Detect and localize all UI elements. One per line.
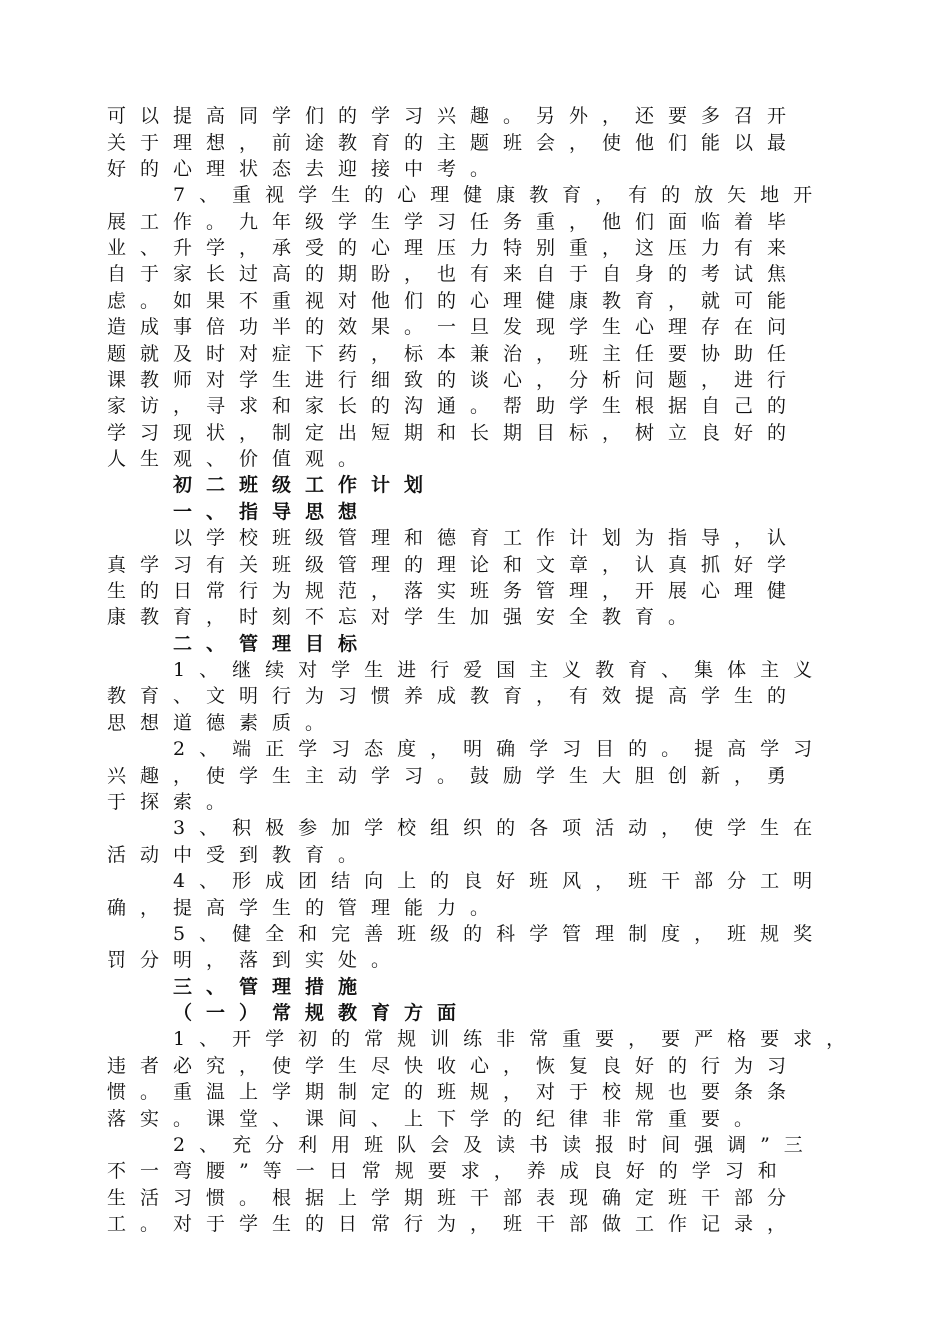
text-line: 造成事倍功半的效果。一旦发现学生心理存在问: [107, 316, 801, 338]
text-line: 展工作。九年级学生学习任务重，他们面临着毕: [107, 211, 801, 233]
text-line: 以学校班级管理和德育工作计划为指导，认: [173, 527, 801, 549]
text-line: 虑。如果不重视对他们的心理健康教育，就可能: [107, 290, 801, 312]
text-line: 不一弯腰”等一日常规要求，养成良好的学习和: [107, 1160, 791, 1182]
text-line: 1、开学初的常规训练非常重要，要严格要求，: [173, 1028, 860, 1050]
text-line: 违者必究，使学生尽快收心，恢复良好的行为习: [107, 1055, 801, 1077]
text-line: 活动中受到教育。: [107, 844, 372, 866]
text-line: 题就及时对症下药，标本兼治，班主任要协助任: [107, 343, 801, 365]
text-line: 思想道德素质。: [107, 712, 339, 734]
text-line: 兴趣，使学生主动学习。鼓励学生大胆创新，勇: [107, 765, 801, 787]
text-line: 家访，寻求和家长的沟通。帮助学生根据自己的: [107, 395, 801, 417]
text-line: 确，提高学生的管理能力。: [107, 897, 504, 919]
text-line: 学习现状，制定出短期和长期目标，树立良好的: [107, 422, 801, 444]
text-line: 罚分明，落到实处。: [107, 949, 405, 971]
text-line: 4、形成团结向上的良好班风，班干部分工明: [173, 870, 827, 892]
section-heading: 三、管理措施: [173, 976, 372, 998]
section-heading: 二、管理目标: [173, 633, 372, 655]
text-line: 惯。重温上学期制定的班规，对于校规也要条条: [107, 1081, 801, 1103]
text-line: 生活习惯。根据上学期班干部表现确定班干部分: [107, 1187, 801, 1209]
text-line: 生的日常行为规范，落实班务管理，开展心理健: [107, 580, 801, 602]
text-line: 1、继续对学生进行爱国主义教育、集体主义: [173, 659, 827, 681]
text-line: 可以提高同学们的学习兴趣。另外，还要多召开: [107, 105, 801, 127]
text-line: 3、积极参加学校组织的各项活动，使学生在: [173, 817, 827, 839]
text-line: 康教育，时刻不忘对学生加强安全教育。: [107, 606, 702, 628]
text-line: 5、健全和完善班级的科学管理制度，班规奖: [173, 923, 827, 945]
text-line: 关于理想，前途教育的主题班会，使他们能以最: [107, 132, 801, 154]
text-line: 好的心理状态去迎接中考。: [107, 158, 504, 180]
text-line: 业、升学，承受的心理压力特别重，这压力有来: [107, 237, 801, 259]
text-line: 教育、文明行为习惯养成教育，有效提高学生的: [107, 685, 801, 707]
text-line: 落实。课堂、课间、上下学的纪律非常重要。: [107, 1108, 768, 1130]
text-line: 于探索。: [107, 791, 240, 813]
section-title: 初二班级工作计划: [173, 474, 438, 496]
text-line: 人生观、价值观。: [107, 448, 372, 470]
text-line: 7、重视学生的心理健康教育，有的放矢地开: [173, 184, 827, 206]
text-line: 2、端正学习态度，明确学习目的。提高学习: [173, 738, 827, 760]
text-line: 工。对于学生的日常行为，班干部做工作记录，: [107, 1213, 801, 1235]
text-line: 真学习有关班级管理的理论和文章，认真抓好学: [107, 554, 801, 576]
subsection-heading: （一）常规教育方面: [173, 1002, 471, 1024]
text-line: 2、充分利用班队会及读书读报时间强调”三: [173, 1134, 817, 1156]
section-heading: 一、指导思想: [173, 501, 372, 523]
text-line: 自于家长过高的期盼，也有来自于自身的考试焦: [107, 263, 801, 285]
text-line: 课教师对学生进行细致的谈心，分析问题，进行: [107, 369, 801, 391]
